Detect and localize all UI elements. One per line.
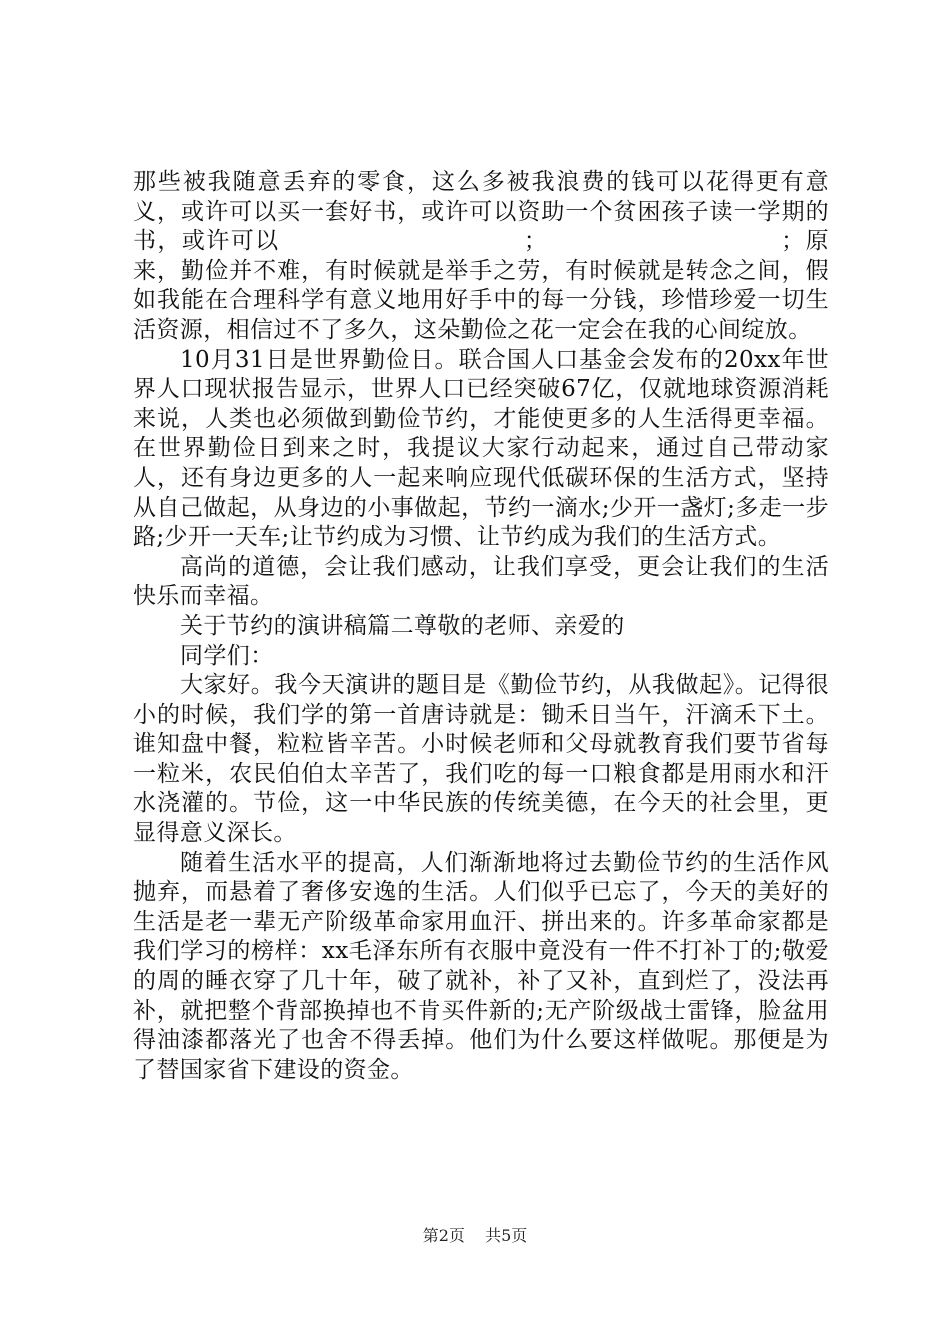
paragraph-2: 10月31日是世界勤俭日。联合国人口基金会发布的20xx年世界人口现状报告显示，世界人口已经突破67亿，仅就地球资源消耗来说，人类也必须做到勤俭节约，才能使更多的人生活得更幸福。在世界勤俭日到来之时，我提议大家行动起来，通过自己带动家人，还有身边更多的人一起来响应现代低碳环保的生活方式，坚持从自己做起，从身边的小事做起，节约一滴水;少开一盏灯;多走一步路;少开一天车;让节约成为习惯、让节约成为我们的生活方式。 (133, 346, 829, 551)
paragraph-7: 随着生活水平的提高，人们渐渐地将过去勤俭节约的生活作风抛弃，而悬着了奢侈安逸的生活。人们似乎已忘了，今天的美好的生活是老一辈无产阶级革命家用血汗、拼出来的。许多革命家都是我们学习的榜样：xx毛泽东所有衣服中竟没有一件不打补丁的;敬爱的周的睡衣穿了几十年，破了就补，补了又补，直到烂了，没法再补，就把整个背部换掉也不肯买件新的;无产阶级战士雷锋，脸盆用得油漆都落光了也舍不得丢掉。他们为什么要这样做呢。那便是为了替国家省下建设的资金。 (133, 849, 829, 1083)
paragraph-6: 大家好。我今天演讲的题目是《勤俭节约，从我做起》。记得很小的时候，我们学的第一首唐诗就是：锄禾日当午，汗滴禾下土。谁知盘中餐，粒粒皆辛苦。小时候老师和父母就教育我们要节省每一粒米，农民伯伯太辛苦了，我们吃的每一口粮食都是用雨水和汗水浇灌的。节俭，这一中华民族的传统美德，在今天的社会里，更显得意义深长。 (133, 672, 829, 847)
document-body (133, 168, 829, 1085)
page-total: 共5页 (485, 1226, 528, 1245)
page-number: 第2页 (422, 1226, 465, 1245)
paragraph-3: 高尚的道德，会让我们感动，让我们享受，更会让我们的生活快乐而幸福。 (133, 553, 829, 610)
paragraph-1: 那些被我随意丢弃的零食，这么多被我浪费的钱可以花得更有意义，或许可以买一套好书，或许可以资助一个贫困孩子读一学期的书，或许可以 ； ；原来，勤俭并不难，有时候就是举手之劳，有时候就是转念之间，假如我能在合理科学有意义地用好手中的每一分钱，珍惜珍爱一切生活资源，相信过不了多久，这朵勤俭之花一定会在我的心间绽放。 (133, 169, 829, 343)
page-footer (0, 1223, 950, 1246)
salutation: 同学们： (180, 642, 274, 669)
section-heading: 关于节约的演讲稿篇二尊敬的老师、亲爱的 (180, 612, 625, 639)
